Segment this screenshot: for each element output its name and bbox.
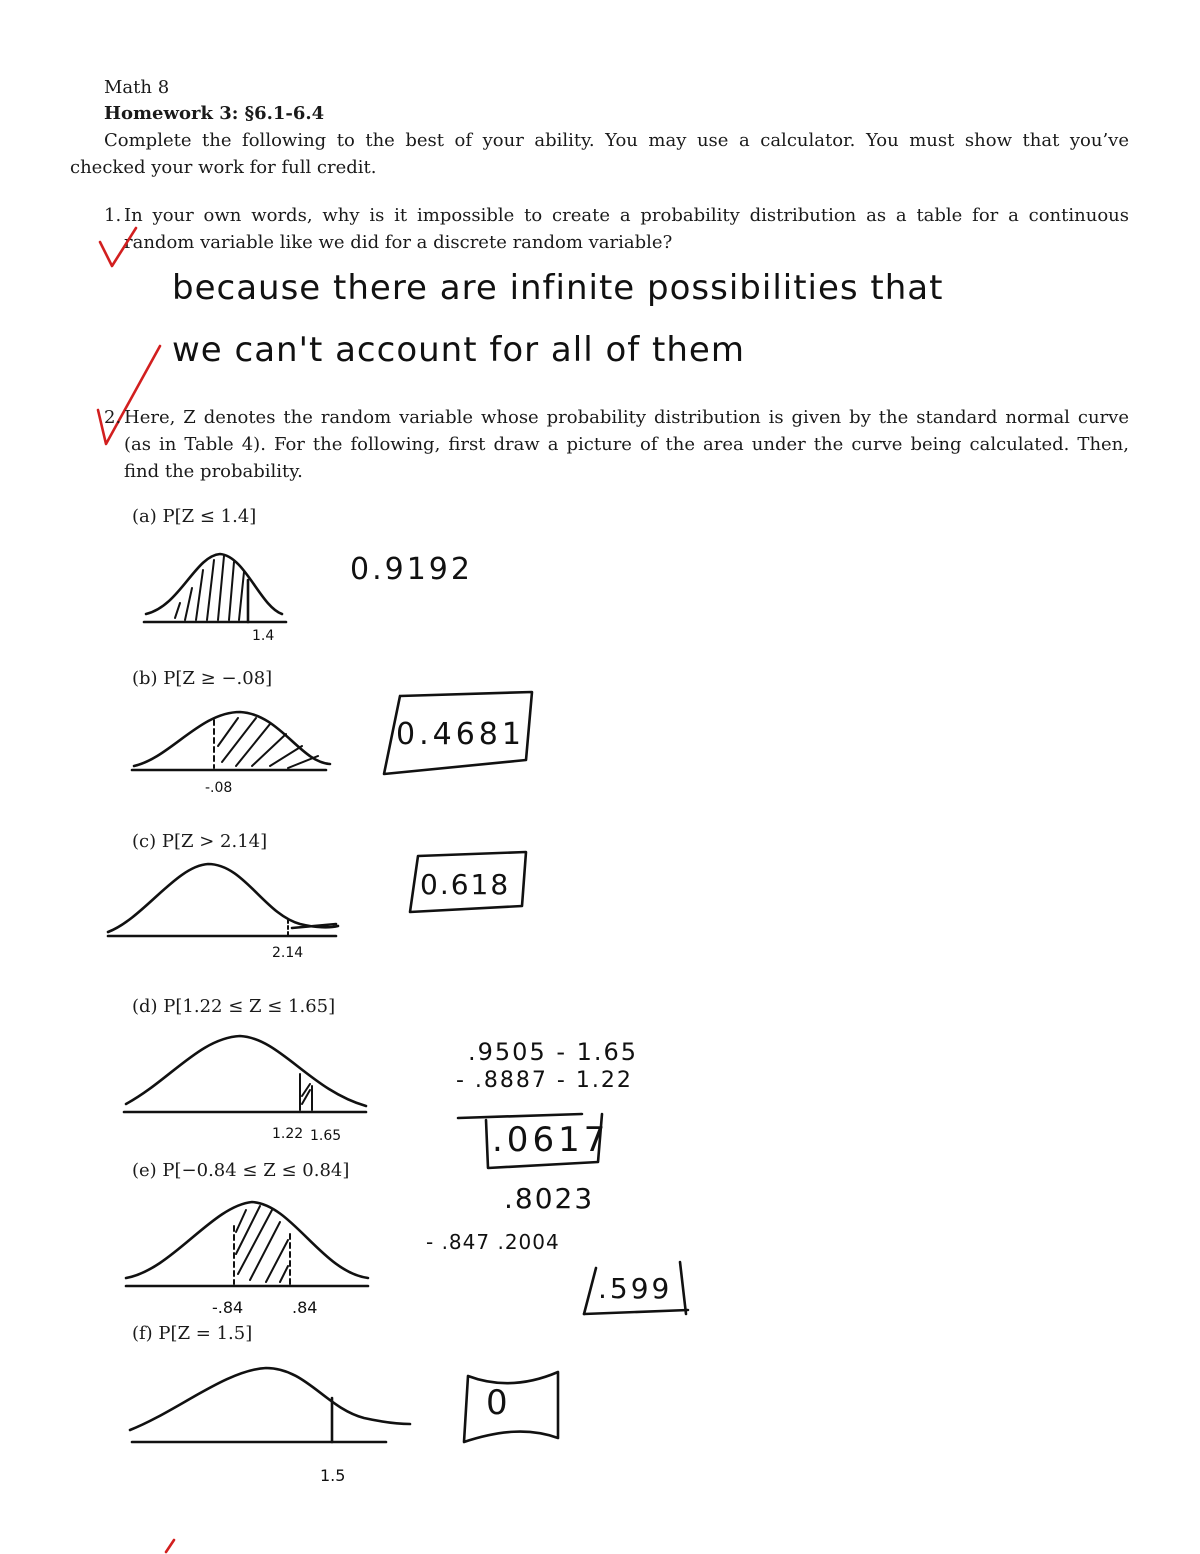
part-a-answer: 0.9192 (350, 552, 473, 587)
checkmark-icon (90, 222, 140, 272)
normal-curve-sketch-c (104, 858, 344, 942)
part-a-axis-label: 1.4 (252, 628, 275, 644)
q2-text-line-2: (as in Table 4). For the following, first draw a picture of the area under the curve being calculated. Then, (124, 434, 1129, 455)
part-e-label: (e) P[−0.84 ≤ Z ≤ 0.84] (132, 1160, 350, 1181)
part-d-work-line-1: .9505 - 1.65 (468, 1038, 639, 1066)
part-e-axis-label-1: -.84 (212, 1298, 244, 1317)
part-e-work-line-1: .8023 (504, 1182, 595, 1215)
part-c-label: (c) P[Z > 2.14] (132, 831, 268, 852)
part-f-axis-label: 1.5 (320, 1466, 346, 1485)
part-d-axis-label-2: 1.65 (310, 1128, 342, 1144)
course-title: Math 8 (104, 77, 170, 98)
homework-title: Homework 3: §6.1-6.4 (104, 103, 325, 124)
q2-number: 2. (104, 407, 122, 428)
normal-curve-sketch-e (122, 1196, 372, 1292)
part-d-label: (d) P[1.22 ≤ Z ≤ 1.65] (132, 996, 336, 1017)
q1-answer-line-2: we can't account for all of them (172, 330, 745, 370)
part-d-work-line-2: - .8887 - 1.22 (456, 1068, 633, 1093)
q1-text-line-2: random variable like we did for a discrete random variable? (124, 232, 673, 253)
normal-curve-sketch-b (130, 706, 335, 776)
q2-text-line-3: find the probability. (124, 461, 303, 482)
part-e-answer: .599 (598, 1272, 673, 1305)
part-f-label: (f) P[Z = 1.5] (132, 1323, 253, 1344)
normal-curve-sketch-a (140, 548, 290, 628)
normal-curve-sketch-f (126, 1362, 416, 1458)
part-e-axis-label-2: .84 (292, 1298, 318, 1317)
part-f-answer: 0 (486, 1383, 508, 1423)
part-b-label: (b) P[Z ≥ −.08] (132, 668, 273, 689)
part-b-answer: 0.4681 (396, 717, 525, 752)
part-e-work-line-2: - .847 .2004 (426, 1230, 560, 1254)
answer-box-f (460, 1368, 564, 1448)
part-d-answer: .0617 (492, 1120, 610, 1160)
q1-answer-line-1: because there are infinite possibilities that (172, 268, 944, 308)
q1-number: 1. (104, 205, 122, 226)
part-c-axis-label: 2.14 (272, 945, 304, 961)
part-d-axis-label-1: 1.22 (272, 1126, 304, 1142)
part-b-axis-label: -.08 (205, 780, 233, 796)
normal-curve-sketch-d (120, 1030, 370, 1118)
instructions-line-1: Complete the following to the best of your ability. You may use a calculator. You must show that you’ve (104, 130, 1129, 151)
part-c-answer: 0.618 (420, 868, 511, 901)
q1-text-line-1: In your own words, why is it impossible to create a probability distribution as a table for a continuous (124, 205, 1129, 226)
q2-text-line-1: Here, Z denotes the random variable whose probability distribution is given by the standard normal curve (124, 407, 1129, 428)
instructions-line-2: checked your work for full credit. (70, 157, 377, 178)
part-a-label: (a) P[Z ≤ 1.4] (132, 506, 257, 527)
checkmark-icon (160, 1536, 190, 1554)
